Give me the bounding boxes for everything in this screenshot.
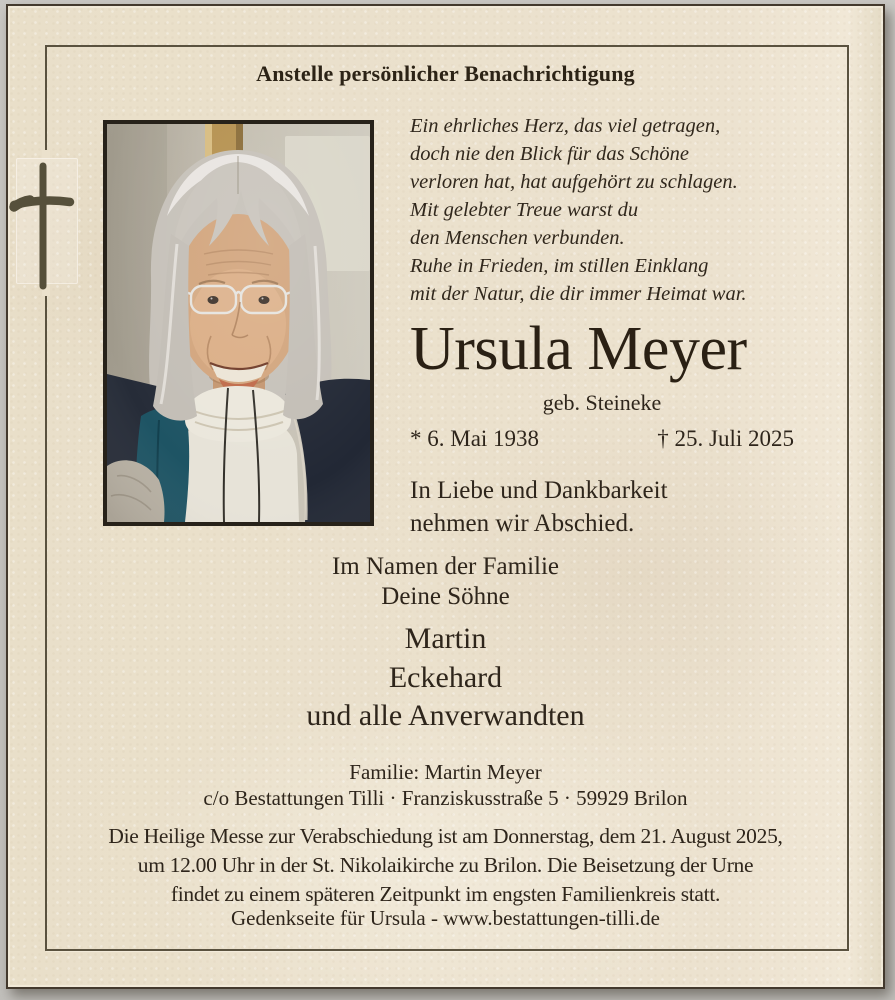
mourner-name: Martin: [404, 622, 487, 655]
portrait-illustration: [107, 124, 370, 522]
poem-line: Ruhe in Frieden, im stillen Einklang: [410, 255, 709, 277]
service-line: um 12.00 Uhr in der St. Nikolaikirche zu Brilon. Die Beisetzung der Urne: [137, 853, 754, 877]
poem-line: Ein ehrliches Herz, das viel getragen,: [410, 115, 721, 137]
memorial-poem: [410, 112, 794, 308]
contact-line: c/o Bestattungen Tilli · Franziskusstraße 5 · 59929 Brilon: [203, 786, 688, 810]
family-intro-line: Im Namen der Familie: [331, 553, 559, 580]
death-date: † 25. Juli 2025: [657, 426, 794, 451]
mourner-line: und alle Anverwandten: [306, 699, 585, 732]
poem-line: mit der Natur, die dir immer Heimat war.: [410, 283, 747, 305]
maiden-name: geb. Steineke: [542, 390, 662, 415]
cross-icon: [8, 156, 84, 296]
family-intro-line: Deine Söhne: [381, 583, 510, 610]
service-line: findet zu einem späteren Zeitpunkt im engsten Familienkreis statt.: [170, 882, 721, 906]
farewell-line: In Liebe und Dankbarkeit: [410, 477, 668, 504]
obituary-notice: [6, 4, 885, 989]
mourner-name: Eckehard: [388, 660, 503, 694]
notice-header: Anstelle persönlicher Benachrichtigung: [256, 61, 635, 86]
poem-line: Mit gelebter Treue warst du: [410, 199, 639, 221]
poem-line: den Menschen verbunden.: [410, 227, 625, 249]
poem-line: doch nie den Blick für das Schöne: [410, 143, 689, 165]
contact-line: Familie: Martin Meyer: [349, 760, 542, 784]
poem-line: verloren hat, hat aufgehört zu schlagen.: [410, 171, 738, 193]
deceased-name: Ursula Meyer: [410, 315, 747, 383]
family-intro: [8, 552, 883, 612]
birth-date: * 6. Mai 1938: [410, 426, 540, 451]
right-column: [410, 6, 794, 606]
mourners-list: [8, 620, 883, 736]
farewell-line: nehmen wir Abschied.: [410, 510, 635, 537]
memorial-website-line: Gedenkseite für Ursula - www.bestattungen-tilli.de: [230, 906, 660, 930]
contact-address: [8, 759, 883, 811]
portrait-photo: [103, 120, 374, 526]
funeral-service-info: [8, 822, 883, 909]
life-dates: [410, 425, 794, 453]
service-line: Die Heilige Messe zur Verabschiedung ist am Donnerstag, dem 21. August 2025,: [108, 824, 783, 848]
farewell-text: [410, 474, 794, 540]
